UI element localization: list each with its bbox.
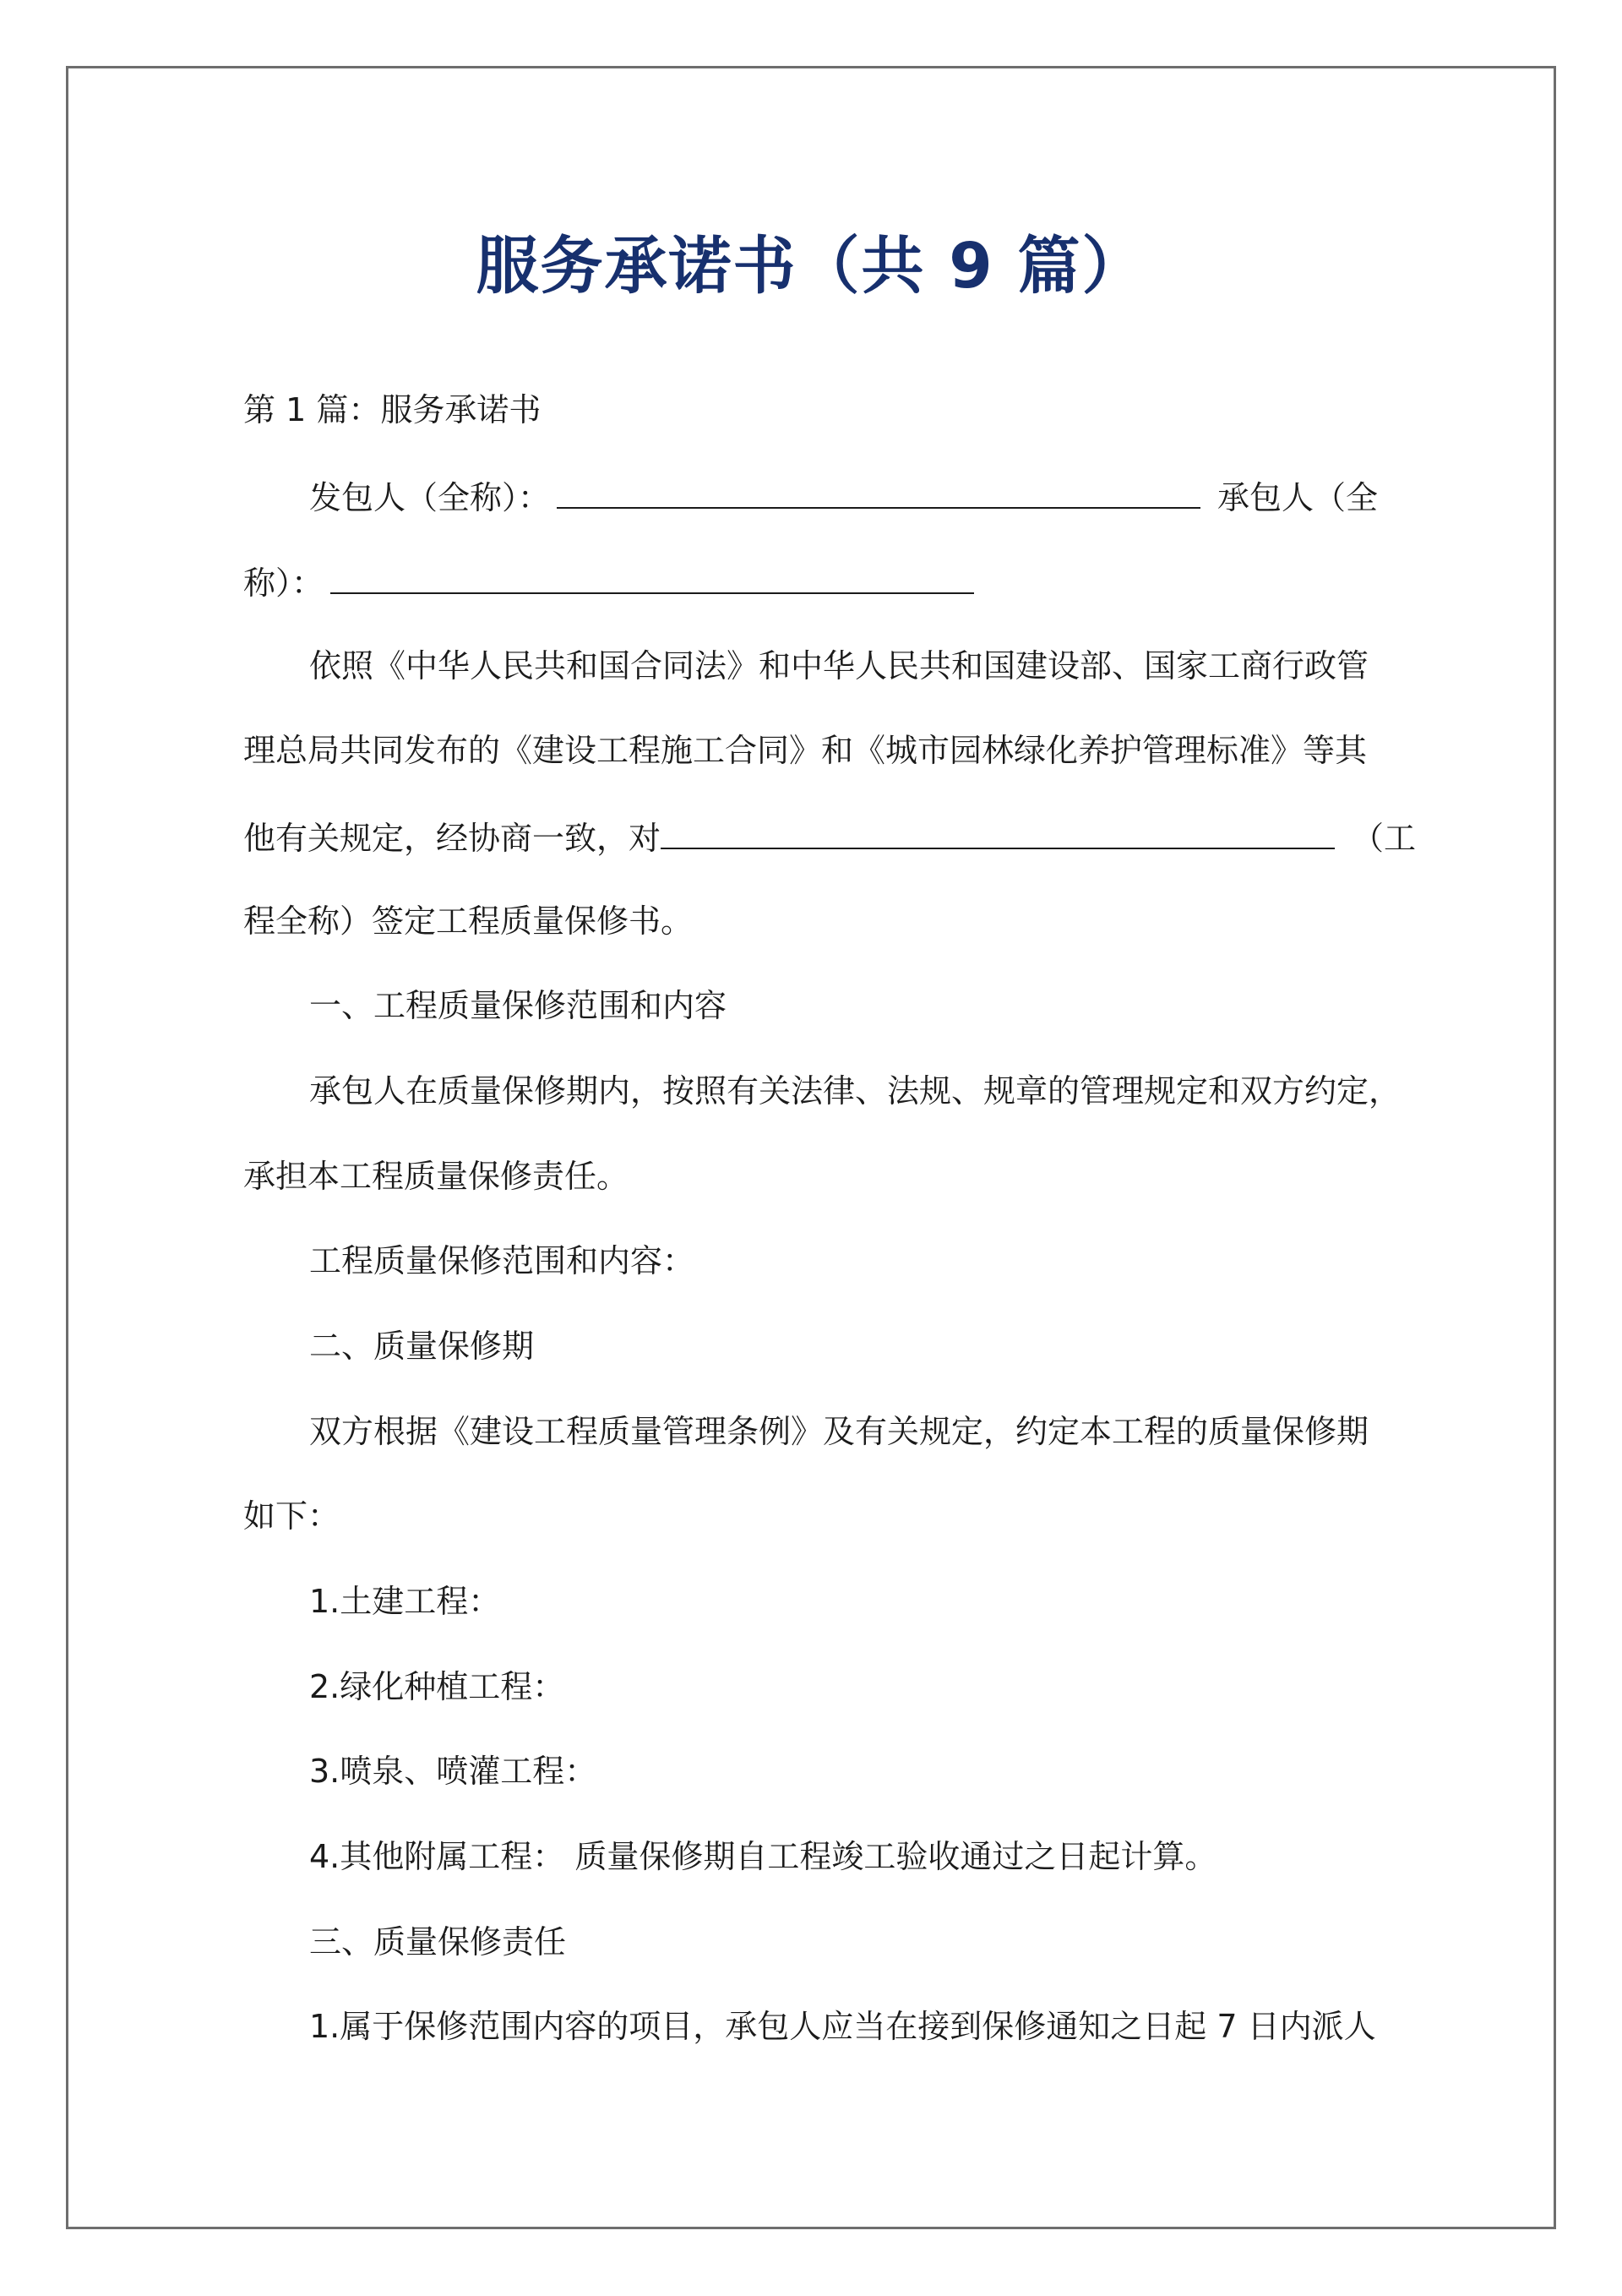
document-title: 服务承诺书（共 9 篇） [476,230,1146,303]
employer-label: 发包人（全称）： [309,479,551,516]
intro-text-3-before: 他有关规定，经协商一致，对 [243,820,661,857]
section-2-heading: 二、质量保修期 [309,1328,535,1365]
parties-line-1 [309,470,1378,521]
contractor-label-cont: 称）： [243,564,324,602]
intro-line-1 [309,641,1377,691]
list-item: 2.绿化种植工程： [309,1668,565,1705]
employer-name-blank[interactable] [557,470,1200,509]
section-2-para-line-2: 如下： [243,1497,340,1535]
list-item: 3.喷泉、喷灌工程： [309,1753,597,1790]
intro-line-2: 理总局共同发布的《建设工程施工合同》和《城市园林绿化养护管理标准》等其 [243,732,1368,769]
intro-line-4: 程全称）签定工程质量保修书。 [243,903,694,940]
list-item: 1.土建工程： [309,1583,501,1620]
contractor-label: 承包人（全 [1217,479,1379,516]
scope-label: 工程质量保修范围和内容： [309,1242,695,1279]
section-1-heading: 一、工程质量保修范围和内容 [309,987,727,1024]
project-name-blank[interactable] [661,810,1335,849]
intro-line-3 [243,810,1416,861]
section-2-para-line-1: 双方根据《建设工程质量管理条例》及有关规定，约定本工程的质量保修期 [309,1413,1369,1450]
section-1-para-line-2: 承担本工程质量保修责任。 [243,1158,629,1195]
section-3-item-1-line-1: 1.属于保修范围内容的项目，承包人应当在接到保修通知之日起 7 日内派人 [309,2008,1376,2045]
section-3-heading: 三、质量保修责任 [309,1923,567,1961]
parties-line-2 [243,555,974,606]
intro-text-1: 依照《中华人民共和国合同法》和中华人民共和国建设部、国家工商行政管 [309,647,1369,684]
contractor-name-blank[interactable] [330,555,974,594]
intro-text-3-after: （工 [1352,820,1417,857]
chapter-heading: 第 1 篇：服务承诺书 [243,391,542,428]
list-item: 4.其他附属工程： 质量保修期自工程竣工验收通过之日起计算。 [309,1838,1217,1875]
section-1-para-line-1: 承包人在质量保修期内，按照有关法律、法规、规章的管理规定和双方约定， [309,1072,1402,1110]
